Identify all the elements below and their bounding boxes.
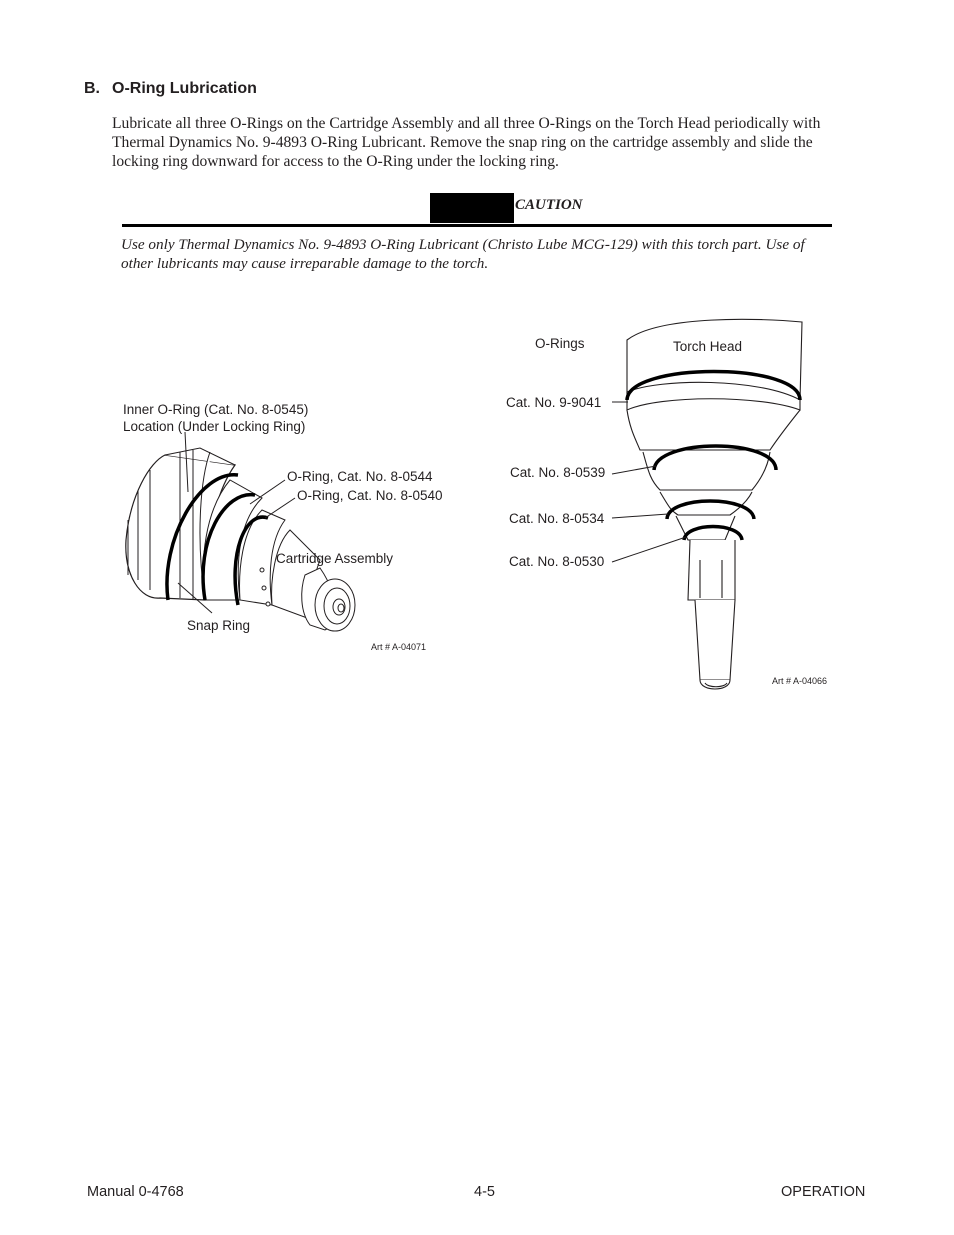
cat-9041-label: Cat. No. 9-9041	[506, 395, 602, 410]
art-number-left: Art # A-04071	[371, 642, 427, 652]
caution-line: other lubricants may cause irreparable damage to the torch.	[121, 255, 489, 272]
section-letter: B.	[84, 80, 100, 97]
paragraph-line: Lubricate all three O-Rings on the Cartridge Assembly and all three O-Rings on the Torch Head periodically with	[112, 115, 821, 132]
torch-head-label: Torch Head	[673, 339, 743, 354]
section-title: O-Ring Lubrication	[112, 80, 257, 97]
cat-0539-label: Cat. No. 8-0539	[510, 465, 606, 480]
caution-line: Use only Thermal Dynamics No. 9-4893 O-Ring Lubricant (Christo Lube MCG-129) with this torch part. Use of	[121, 236, 805, 253]
art-number-right: Art # A-04066	[772, 676, 828, 686]
footer-manual: Manual 0-4768	[87, 1184, 184, 1200]
footer-page-number: 4-5	[474, 1184, 495, 1200]
paragraph-line: locking ring downward for access to the O-Ring under the locking ring.	[112, 153, 559, 170]
oring-0540-label: O-Ring, Cat. No. 8-0540	[297, 488, 443, 503]
paragraph-line: Thermal Dynamics No. 9-4893 O-Ring Lubricant. Remove the snap ring on the cartridge assembly and slide the	[112, 134, 813, 151]
caution-label: CAUTION	[515, 197, 583, 213]
cartridge-assembly-label: Cartridge Assembly	[276, 551, 394, 566]
torch-head-drawing	[627, 319, 802, 689]
oring-0544-label: O-Ring, Cat. No. 8-0544	[287, 469, 433, 484]
cat-0534-label: Cat. No. 8-0534	[509, 511, 605, 526]
footer-section: OPERATION	[781, 1184, 866, 1200]
inner-oring-label: Inner O-Ring (Cat. No. 8-0545)	[123, 402, 309, 417]
cat-0530-label: Cat. No. 8-0530	[509, 554, 605, 569]
inner-oring-location-label: Location (Under Locking Ring)	[123, 419, 306, 434]
snap-ring-label: Snap Ring	[187, 618, 251, 633]
orings-label: O-Rings	[535, 336, 585, 351]
